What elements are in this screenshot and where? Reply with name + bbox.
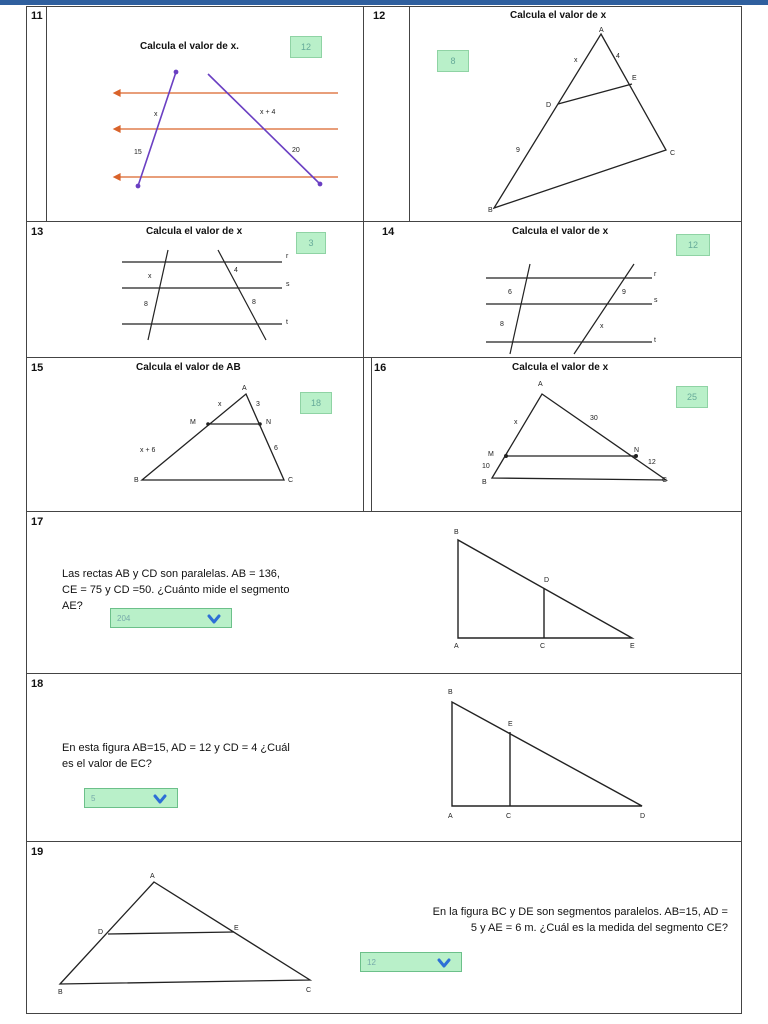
label-19-C: C <box>306 987 312 994</box>
problem-15-figure <box>126 382 316 492</box>
problem-number-18: 18 <box>31 678 44 690</box>
col-divider <box>409 7 410 221</box>
label-17-E: E <box>630 643 635 650</box>
problem-14-title: Calcula el valor de x <box>512 226 609 237</box>
problem-14-figure <box>484 262 664 354</box>
label-18-C: C <box>506 813 512 820</box>
problem-13-figure <box>120 248 300 343</box>
label-12-A: A <box>599 27 604 34</box>
label-15-3: 3 <box>256 401 260 408</box>
problem-16-title: Calcula el valor de x <box>512 362 609 373</box>
problem-number-19: 19 <box>31 846 44 858</box>
label-15-6: 6 <box>274 445 278 452</box>
problem-18-text <box>62 740 290 772</box>
problem-18-line: En esta figura AB=15, AD = 12 y CD = 4 ¿Cuál <box>62 742 290 754</box>
problem-18-dropdown[interactable] <box>84 788 178 808</box>
problem-number-15: 15 <box>31 362 44 374</box>
problem-11-title: Calcula el valor de x. <box>140 41 239 52</box>
problem-16-figure <box>478 374 678 492</box>
line-mark: t <box>286 319 288 326</box>
row-divider <box>27 221 741 222</box>
label-11-15: 15 <box>134 149 142 156</box>
line-mark: t <box>654 337 656 344</box>
label-19-D: D <box>98 929 104 936</box>
problem-17-text <box>62 566 289 614</box>
label-16-C: C <box>662 477 668 484</box>
problem-15-answer[interactable]: 18 <box>300 392 332 414</box>
label-15-B: B <box>134 477 139 484</box>
label-19-A: A <box>150 873 155 880</box>
problem-12-answer[interactable]: 8 <box>437 50 469 72</box>
label-13-x: x <box>148 273 152 280</box>
label-17-C: C <box>540 643 546 650</box>
col-divider <box>46 7 47 221</box>
label-13-8b: 8 <box>252 299 256 306</box>
chevron-down-icon <box>207 612 221 626</box>
problem-15-title: Calcula el valor de AB <box>136 362 241 373</box>
label-16-30: 30 <box>590 415 598 422</box>
label-16-B: B <box>482 479 487 486</box>
label-16-A: A <box>538 381 543 388</box>
label-11-20: 20 <box>292 147 300 154</box>
problem-number-11: 11 <box>31 10 43 22</box>
row-divider <box>27 357 741 358</box>
label-17-B: B <box>454 529 459 536</box>
chevron-down-icon <box>437 956 451 970</box>
label-12-4: 4 <box>616 53 620 60</box>
row-divider <box>27 511 741 512</box>
problem-13-answer[interactable]: 3 <box>296 232 326 254</box>
problem-17-dropdown[interactable] <box>110 608 232 628</box>
line-mark: s <box>286 281 290 288</box>
col-divider <box>363 7 364 511</box>
label-13-4: 4 <box>234 267 238 274</box>
chevron-down-icon <box>153 792 167 806</box>
problem-18-line: es el valor de EC? <box>62 758 152 770</box>
label-12-D: D <box>546 102 552 109</box>
label-15-A: A <box>242 385 247 392</box>
label-15-C: C <box>288 477 294 484</box>
problem-19-dropdown-value: 12 <box>367 958 376 967</box>
problem-number-12: 12 <box>373 10 386 22</box>
problem-12-figure <box>486 28 686 213</box>
label-12-x: x <box>574 57 578 64</box>
col-divider <box>371 357 372 511</box>
problem-19-line: 5 y AE = 6 m. ¿Cuál es la medida del segmento CE? <box>470 922 728 934</box>
label-14-8: 8 <box>500 321 504 328</box>
label-17-A: A <box>454 643 459 650</box>
row-divider <box>27 841 741 842</box>
problem-12-title: Calcula el valor de x <box>510 10 607 21</box>
label-14-x: x <box>600 323 604 330</box>
label-14-9: 9 <box>622 289 626 296</box>
label-17-D: D <box>544 577 550 584</box>
problem-number-13: 13 <box>31 226 44 238</box>
label-16-x: x <box>514 419 518 426</box>
label-13-8a: 8 <box>144 301 148 308</box>
label-16-M: M <box>488 451 494 458</box>
label-19-E: E <box>234 925 239 932</box>
label-12-E: E <box>632 75 637 82</box>
problem-number-16: 16 <box>374 362 387 374</box>
label-18-D: D <box>640 813 646 820</box>
label-16-12: 12 <box>648 459 656 466</box>
problem-11-answer[interactable]: 12 <box>290 36 322 58</box>
problem-14-answer[interactable]: 12 <box>676 234 710 256</box>
problem-19-line: En la figura BC y DE son segmentos paralelos. AB=15, AD = <box>432 906 728 918</box>
label-11-x4: x + 4 <box>260 109 276 116</box>
problem-16-answer[interactable]: 25 <box>676 386 708 408</box>
line-mark: r <box>286 253 289 260</box>
problem-18-dropdown-value: 5 <box>91 794 96 803</box>
label-12-9: 9 <box>516 147 520 154</box>
label-12-B: B <box>488 207 493 214</box>
problem-17-dropdown-value: 204 <box>117 614 131 623</box>
problem-number-14: 14 <box>382 226 395 238</box>
problem-17-line: CE = 75 y CD =50. ¿Cuánto mide el segmento <box>62 584 290 596</box>
problem-number-17: 17 <box>31 516 44 528</box>
problem-19-dropdown[interactable] <box>360 952 462 972</box>
problem-19-text <box>336 904 728 936</box>
label-15-x: x <box>218 401 222 408</box>
top-accent-bar <box>0 0 768 5</box>
label-15-M: M <box>190 419 196 426</box>
problem-17-line: AE? <box>62 600 83 612</box>
label-14-6: 6 <box>508 289 512 296</box>
label-16-10: 10 <box>482 463 490 470</box>
label-16-N: N <box>634 447 640 454</box>
problem-13-title: Calcula el valor de x <box>146 226 243 237</box>
problem-17-figure <box>446 526 646 654</box>
label-11-x: x <box>154 111 158 118</box>
problem-17-line: Las rectas AB y CD son paralelas. AB = 136, <box>62 568 280 580</box>
label-15-x6: x + 6 <box>140 447 156 454</box>
label-19-B: B <box>58 989 63 996</box>
problem-18-figure <box>440 684 660 824</box>
label-18-B: B <box>448 689 453 696</box>
label-12-C: C <box>670 150 676 157</box>
problem-19-figure <box>54 870 324 1000</box>
label-18-E: E <box>508 721 513 728</box>
row-divider <box>27 673 741 674</box>
problem-11-figure <box>110 66 350 191</box>
label-18-A: A <box>448 813 453 820</box>
line-mark: s <box>654 297 658 304</box>
label-15-N: N <box>266 419 272 426</box>
line-mark: r <box>654 271 657 278</box>
